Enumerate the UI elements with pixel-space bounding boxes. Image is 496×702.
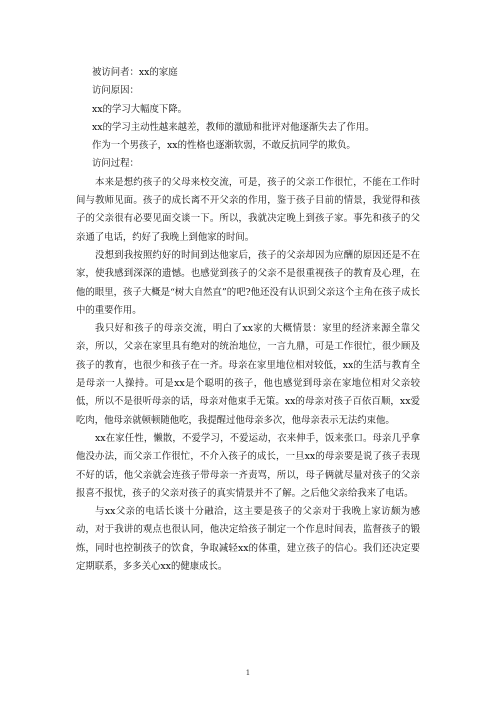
paragraph-4: xx在家任性，懒散，不爱学习，不爱运动，衣来伸手，饭来张口。母亲几乎拿他没办法，而父亲工作很忙，不介入孩子的成长，一旦xx的母亲要是说了孩子表现不好的话，他父亲就会连孩子带母亲一齐责骂，所以，母子俩就尽量对孩子的父亲报喜不报忧，孩子的父亲对孩子的真实情景并不了解。之后他父亲给我来了电话。 — [76, 432, 420, 499]
process-label: 访问过程： — [92, 158, 139, 170]
paragraph-2: 没想到我按照约好的时间到达他家后，孩子的父亲却因为应酬的原因还是不在家，使我感到深深的遗憾。也感觉到孩子的父亲不是很重视孩子的教育及心理，在他的眼里，孩子大概是“树大自然直”的吧?他还没有认识到父亲这个主角在孩子成长中的重要作用。 — [76, 249, 420, 316]
reason-label: 访问原因： — [92, 85, 139, 97]
paragraph-5: 与xx父亲的电话长谈十分融洽，这主要是孩子的父亲对于我晚上家访颇为感动，对于我讲的观点也很认同，他决定给孩子制定一个作息时间表，监督孩子的锻炼，同时也控制孩子的饮食，争取减轻xx的体重，建立孩子的信心。我们还决定要定期联系，多多关心xx的健康成长。 — [76, 506, 420, 573]
paragraph-1: 本来是想约孩子的父母来校交流，可是，孩子的父亲工作很忙，不能在工作时间与教师见面。孩子的成长离不开父亲的作用，鉴于孩子目前的情景，我觉得和孩子的父亲很有必要见面交谈一下。所以，我就决定晚上到孩子家。事先和孩子的父亲通了电话，约好了我晚上到他家的时间。 — [76, 176, 420, 243]
paragraph-3: 我只好和孩子的母亲交流，明白了xx家的大概情景：家里的经济来源全靠父亲，所以，父亲在家里具有绝对的统治地位，一言九鼎，可是工作很忙，很少顾及孩子的教育，也很少和孩子在一齐。母亲在家里地位相对较低，xx的生活与教育全是母亲一人操持。可是xx是个聪明的孩子，他也感觉到母亲在家地位相对父亲较低，所以不是很听母亲的话，母亲对他束手无策。xx的母亲对孩子百依百顺，xx爱吃肉，他母亲就顿顿随他吃，我提醒过他母亲多次，他母亲表示无法约束他。 — [76, 323, 420, 426]
visitee-line: 被访问者：xx的家庭 — [92, 67, 178, 78]
page-number: 1 — [245, 669, 251, 677]
reason-item-2: xx的学习主动性越来越差，教师的激励和批评对他逐渐失去了作用。 — [92, 121, 375, 133]
document-body — [76, 64, 420, 576]
reason-item-1: xx的学习大幅度下降。 — [92, 103, 187, 115]
reason-item-3: 作为一个男孩子，xx的性格也逐渐软弱，不敢反抗同学的欺负。 — [92, 140, 356, 152]
